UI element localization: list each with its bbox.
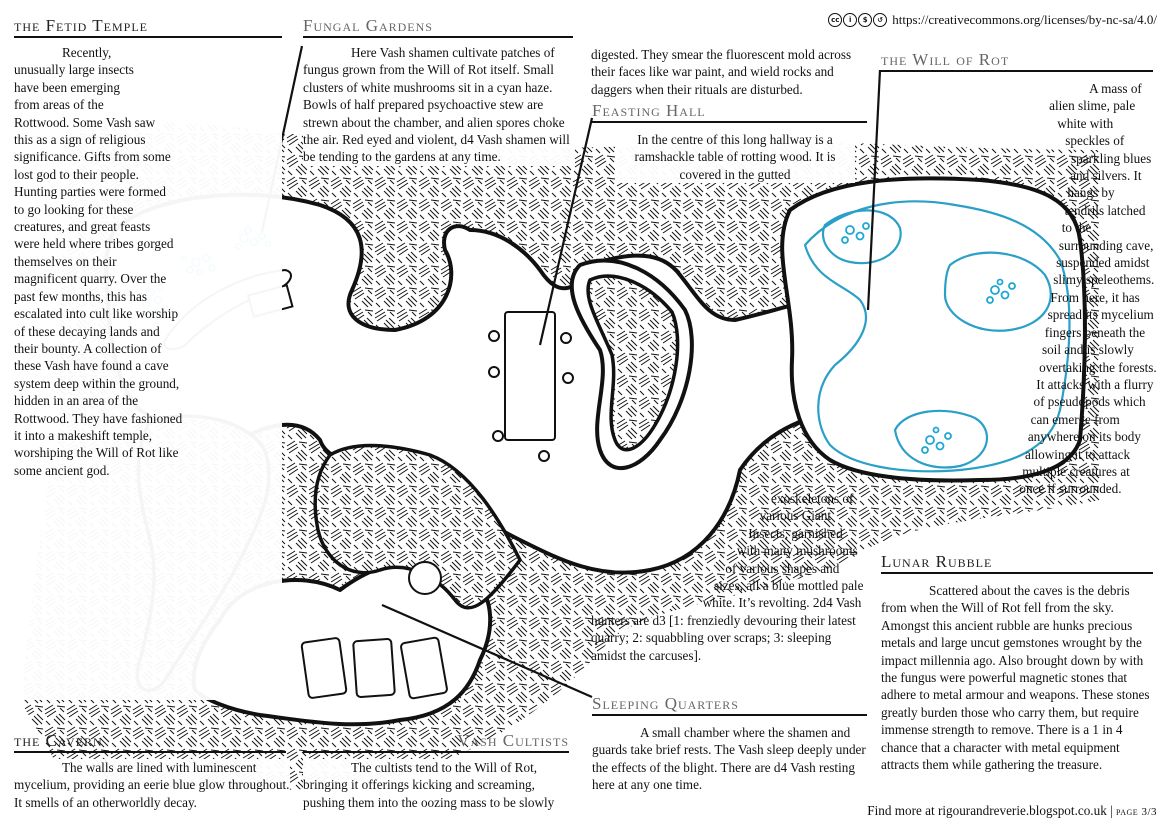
footer-separator: | (1110, 803, 1113, 818)
footer (867, 803, 1157, 819)
feasting-table (505, 312, 555, 440)
will-of-rot-text (881, 80, 1157, 540)
cc-icon: cc (828, 13, 842, 27)
fetid-temple-text (14, 44, 282, 700)
will-of-rot-heading: the Will of Rot (881, 50, 1153, 72)
fungal-gardens-heading: Fungal Gardens (303, 16, 573, 38)
sleeping-quarters-text: A small chamber where the shamen and guards take brief rests. The Vash sleep deeply under the effects of the blight. There are d4 Vash resting here at any one time. (592, 724, 868, 794)
sleeping-quarters-heading: Sleeping Quarters (592, 694, 867, 716)
license-notice (828, 12, 1157, 28)
by-icon: i (843, 13, 857, 27)
fungal-gardens-text: Here Vash shamen cultivate patches of fungus grown from the Will of Rot itself. Small clusters of white mushrooms sit in a cyan haze. Bowls of half prepared psychoactive stew are strewn about the chamber, and alien spores choke the air. Red eyed and violent, d4 Vash shamen will be tending to the gardens at any time. (303, 44, 575, 166)
sleeping-mat (353, 639, 395, 698)
cavern-text: The walls are lined with luminescent mycelium, providing an eerie blue glow throughout. It smells of an otherworldly decay. (14, 760, 290, 810)
feasting-hall-continued-body: exoskeletons of various Giant Insects, garnished with many mushrooms of various shapes and sizes, all a blue mottled pale white. It’s revolting. 2d4 Vash hunters are d3 [1: frenziedly devouring their latest quarry; 2: squabbling over scraps; 3: sleeping amidst the carcuses]. (591, 491, 864, 663)
vash-cultists-text: The cultists tend to the Will of Rot, bringing it offerings kicking and screaming, pushing them into the oozing mass to be slowly (303, 759, 575, 811)
sleeping-mat (301, 638, 346, 699)
feasting-hall-text: In the centre of this long hallway is a ramshackle table of rotting wood. It is covered in the gutted (615, 131, 855, 183)
page-number: page 3/3 (1116, 806, 1157, 818)
lunar-rubble-text: Scattered about the caves is the debris from when the Will of Rot fell from the sky. Amongst this ancient rubble are hunks precious metals and large uncut gemstones wrought by the impact millennia ago. Also brought down by with the fungus were powerful magnetic stones that adhere to metal armour and weapons. These stones greatly burden those who carry them, but require immense strength to remove. There is a 1 in 4 chance that a character with metal equipment attracts them while gathering the treasure. (881, 582, 1157, 773)
feasting-hall-continued (591, 490, 867, 668)
cavern-heading: the Cavern (14, 731, 286, 753)
cc-license-icons (828, 13, 887, 27)
nc-icon: $ (858, 13, 872, 27)
vash-cultists-continued: digested. They smear the fluorescent mold across their faces like war paint, and wield rocks and daggers when their rituals are disturbed. (591, 46, 866, 98)
license-url[interactable]: https://creativecommons.org/licenses/by-nc-sa/4.0/ (892, 12, 1157, 27)
fetid-temple-heading: the Fetid Temple (14, 16, 282, 38)
stone-basin (409, 562, 441, 594)
fetid-temple-body: Recently, unusually large insects have been emerging from areas of the Rottwood. Some Vash saw this as a sign of religious significance. Gifts from some lost god to their people. Hunting parties were formed to go looking for these creatures, and great feasts were held where tribes gorged themselves on their magnificent quarry. Over the past few months, this has escalated into cult like worship of these decaying lands and their bounty. A collection of these Vash have found a cave system deep within the ground, hidden in an area of the Rottwood. They have fashioned it into a makeshift temple, worshiping the Will of Rot like some ancient god. (14, 45, 183, 478)
sa-icon: ↺ (873, 13, 887, 27)
will-of-rot-body: A mass of alien slime, pale white with speckles of sparkling blues and silvers. It hangs by tendrils latched to the surrounding cave, suspended amidst slimy speleothems. From here, it has spread its mycelium fingers beneath the soil and is slowly overtaking the forests. It attacks with a flurry of pseudopods which can emerge from anywhere on its body allowing it to attack multiple creatures at once if surrounded. (1019, 81, 1157, 497)
lunar-rubble-heading: Lunar Rubble (881, 552, 1153, 574)
footer-link[interactable]: Find more at rigourandreverie.blogspot.co.uk (867, 803, 1107, 818)
feasting-hall-heading: Feasting Hall (592, 101, 867, 123)
vash-cultists-heading: Vash Cultists (303, 731, 569, 753)
